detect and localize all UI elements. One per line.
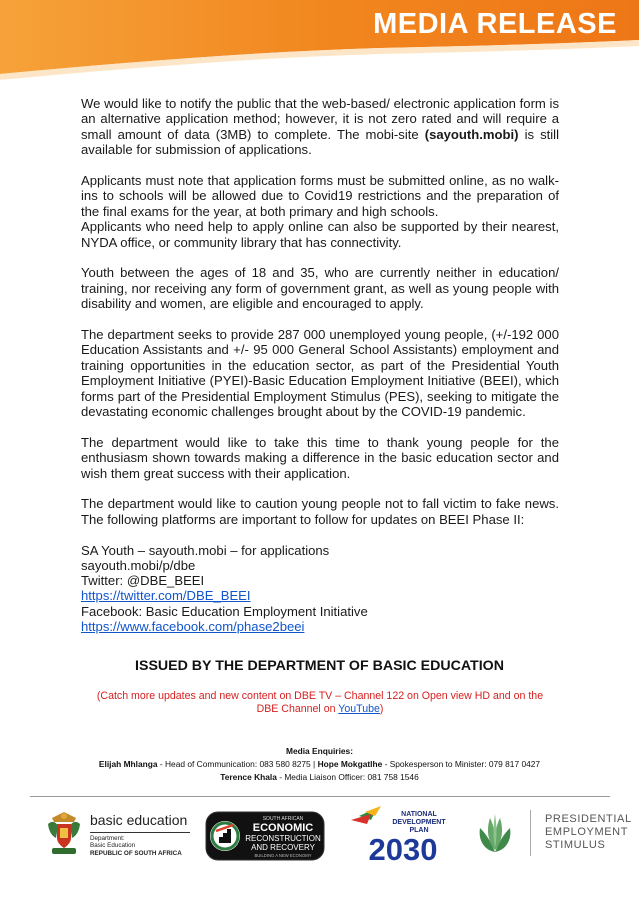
issued-by-heading: ISSUED BY THE DEPARTMENT OF BASIC EDUCATION xyxy=(135,658,504,674)
pes-divider xyxy=(530,810,531,856)
facebook-link[interactable]: https://www.facebook.com/phase2beei xyxy=(81,618,305,634)
paragraph-zero-rated: We would like to notify the public that the web-based/ electronic application form is an alternative application method; however, it is not zero rated and will require a small amount of data (3MB) to complete. The mobi-site (sayouth.mobi) is still available for submission of applications. xyxy=(81,96,559,158)
platform-sa-youth: SA Youth – sayouth.mobi – for applications xyxy=(81,542,330,558)
release-body xyxy=(81,96,559,634)
paragraph-help: Applicants who need help to apply online can also be supported by their nearest, NYDA office, or community library that has connectivity. xyxy=(81,219,559,250)
err-line4: BUILDING A NEW ECONOMY xyxy=(254,853,312,858)
contact-name: Hope Mokgatlhe xyxy=(317,759,383,770)
paragraph-thanks: The department would like to take this time to thank young people for the enthusiasm shown towards making a difference in the basic education sector and wish them great success with their application. xyxy=(81,434,559,481)
err-line2: RECONSTRUCTION xyxy=(245,834,321,843)
basic-education-logo xyxy=(44,808,194,858)
ndp-line3: PLAN xyxy=(409,827,429,834)
err-line1: ECONOMIC xyxy=(252,822,314,834)
dbe-tv-notice: (Catch more updates and new content on DBE TV – Channel 122 on Open view HD and on the DBE Channel on YouTube) xyxy=(96,690,544,715)
protea-icon xyxy=(474,812,516,856)
paragraph-online-only: Applicants must note that application forms must be submitted online, as no walk-ins to schools will be allowed due to Covid19 restrictions and the preparation of the final exams for the year, at both primary and high schools. xyxy=(81,173,559,219)
platform-facebook-name: Facebook: Basic Education Employment Initiative xyxy=(81,603,368,619)
paragraph-caution: The department would like to caution young people not to fall victim to fake news. The following platforms are important to follow for updates on BEEI Phase II: xyxy=(81,496,559,527)
mobi-site-name: (sayouth.mobi) xyxy=(424,126,519,142)
ndp-2030-logo xyxy=(341,806,465,862)
platform-twitter-handle: Twitter: @DBE_BEEI xyxy=(81,573,205,589)
platform-list xyxy=(81,543,559,634)
err-top-text: SOUTH AFRICAN xyxy=(262,816,304,822)
pes-logo-text: PRESIDENTIAL EMPLOYMENT STIMULUS xyxy=(545,813,632,851)
media-enquiries: Media Enquiries: Elijah Mhlanga - Head of Communication: 083 580 8275 | Hope Mokgatlhe - Spokesperson to Minister: 079 817 0427 Terence Khala - Media Liaison Officer: 081 758 1546 xyxy=(98,746,541,783)
be-logo-subtitle: Department: Basic Education REPUBLIC OF SOUTH AFRICA xyxy=(90,835,182,857)
page-title: MEDIA RELEASE xyxy=(373,8,617,40)
be-logo-title: basic education xyxy=(90,812,188,828)
ndp-year: 2030 xyxy=(368,832,438,862)
twitter-link[interactable]: https://twitter.com/DBE_BEEI xyxy=(81,588,251,604)
ndp-line2: DEVELOPMENT xyxy=(392,819,446,826)
paragraph-eligibility: Youth between the ages of 18 and 35, who are currently neither in education/ training, nor receiving any form of government grant, as well as young people with disability and women, are eligible and encouraged to apply. xyxy=(81,265,559,312)
footer-divider xyxy=(30,796,610,797)
youtube-link[interactable]: YouTube xyxy=(338,703,380,715)
paragraph-programme: The department seeks to provide 287 000 unemployed young people, (+/-192 000 Education Assistants and +/- 95 000 General School Assistants) employment and training opportunities in the education sector, as part of the Presidential Youth Employment Initiative (PYEI)-Basic Education Employment Initiative (BEEI), which forms part of the Presidential Employment Stimulus (PES), seeking to mitigate the devastating economic challenges brought about by the COVID-19 pandemic. xyxy=(81,327,559,420)
economic-recovery-logo xyxy=(205,811,325,861)
err-line3: AND RECOVERY xyxy=(251,843,315,852)
platform-dbe-page: sayouth.mobi/p/dbe xyxy=(81,557,196,573)
contact-name: Terence Khala xyxy=(220,772,277,783)
footer-logos xyxy=(0,800,639,900)
ndp-line1: NATIONAL xyxy=(401,811,437,818)
header-banner xyxy=(0,0,639,80)
coat-of-arms-icon xyxy=(44,808,84,856)
enquiries-title: Media Enquiries: xyxy=(285,746,353,756)
contact-name: Elijah Mhlanga xyxy=(98,759,158,770)
be-logo-line xyxy=(90,832,190,833)
